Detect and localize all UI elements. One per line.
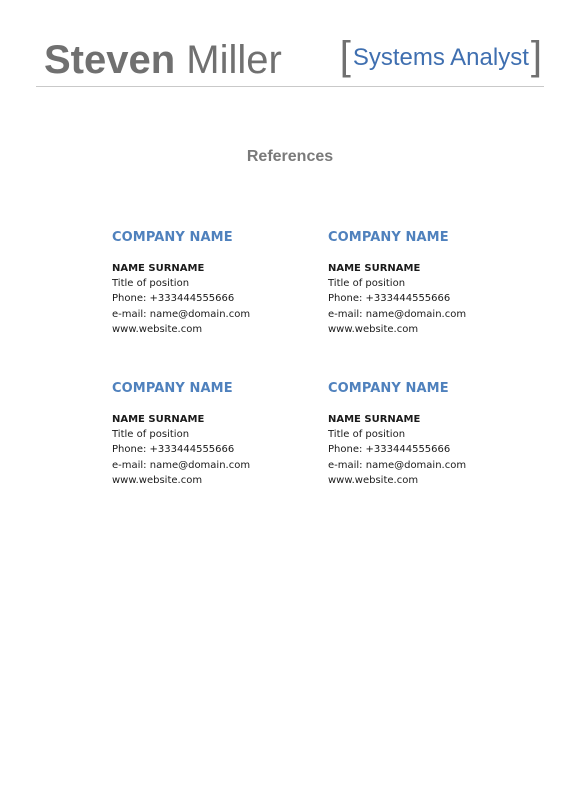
last-name: Miller — [186, 38, 282, 82]
reference-person: NAME SURNAME — [112, 263, 205, 274]
reference-card — [112, 229, 312, 337]
reference-person: NAME SURNAME — [328, 414, 421, 425]
reference-website: www.website.com — [328, 323, 419, 335]
reference-email: e-mail: name@domain.com — [328, 459, 467, 471]
company-name: COMPANY NAME — [112, 381, 233, 396]
reference-person: NAME SURNAME — [328, 263, 421, 274]
job-title-block — [339, 34, 542, 78]
reference-position: Title of position — [112, 278, 190, 289]
reference-website: www.website.com — [112, 323, 203, 335]
reference-card — [112, 380, 312, 488]
reference-phone: Phone: +333444555666 — [112, 293, 235, 305]
candidate-name — [44, 36, 282, 84]
company-name: COMPANY NAME — [112, 230, 233, 245]
reference-email: e-mail: name@domain.com — [112, 459, 251, 471]
reference-position: Title of position — [112, 429, 190, 440]
reference-website: www.website.com — [112, 474, 203, 486]
reference-person: NAME SURNAME — [112, 414, 205, 425]
company-name: COMPANY NAME — [328, 381, 449, 396]
bracket-open: [ — [339, 34, 351, 78]
reference-phone: Phone: +333444555666 — [112, 444, 235, 456]
reference-position: Title of position — [328, 429, 406, 440]
reference-website: www.website.com — [328, 474, 419, 486]
reference-phone: Phone: +333444555666 — [328, 444, 451, 456]
reference-card — [328, 380, 528, 488]
section-title: References — [246, 148, 334, 165]
first-name: Steven — [44, 38, 176, 82]
reference-position: Title of position — [328, 278, 406, 289]
reference-phone: Phone: +333444555666 — [328, 293, 451, 305]
reference-card — [328, 229, 528, 337]
reference-email: e-mail: name@domain.com — [328, 308, 467, 320]
resume-header — [36, 32, 544, 87]
reference-email: e-mail: name@domain.com — [112, 308, 251, 320]
job-title: Systems Analyst — [352, 44, 529, 71]
bracket-close: ] — [530, 34, 542, 78]
company-name: COMPANY NAME — [328, 230, 449, 245]
